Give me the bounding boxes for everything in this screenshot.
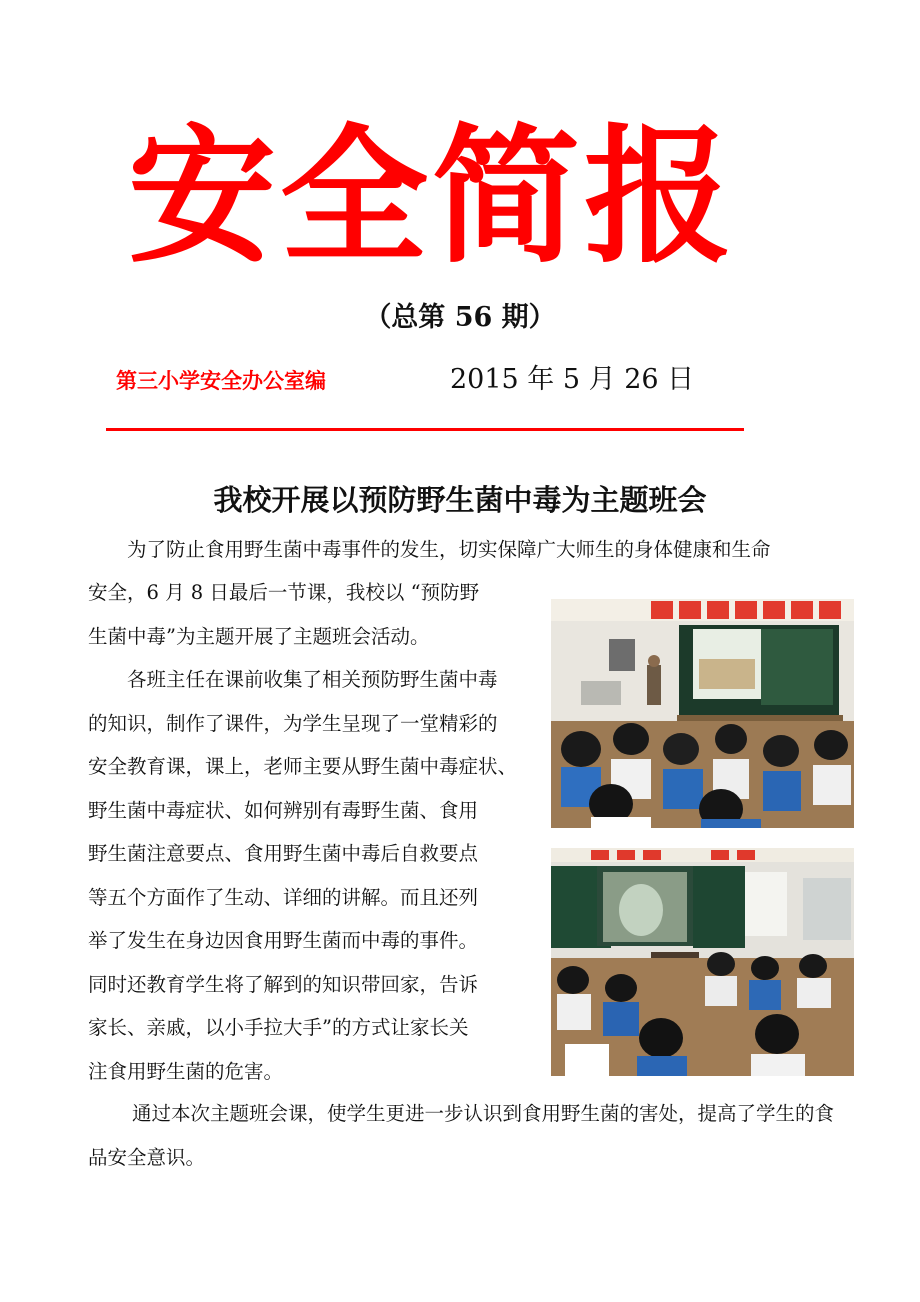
masthead-title: 安全简报 [128,111,736,283]
body-line: 同时还教育学生将了解到的知识带回家，告诉 [88,972,479,996]
body-line: 安全，6 月 8 日最后一节课，我校以 “预防野 [88,581,480,604]
article-paragraph-intro: 为了防止食用野生菌中毒事件的发生，切实保障广大师生的身体健康和生命 [127,538,771,561]
article-paragraph-closing: 通过本次主题班会课，使学生更进一步认识到食用野生菌的害处，提高了学生的食品安全意识。 [88,1102,835,1169]
body-line: 野生菌注意要点、食用野生菌中毒后自救要点 [88,842,479,865]
classroom-photo-1 [551,599,854,828]
publish-date: 2015 年 5 月 26 日 [450,364,695,395]
red-divider [106,428,744,431]
body-line: 安全教育课，课上，老师主要从野生菌中毒症状、 [88,755,518,778]
article-title: 我校开展以预防野生菌中毒为主题班会 [213,483,707,517]
body-line: 注食用野生菌的危害。 [88,1059,284,1083]
body-line: 的知识，制作了课件，为学生呈现了一堂精彩的 [88,711,498,735]
publisher: 第三小学安全办公室编 [116,369,326,393]
body-line: 等五个方面作了生动、详细的讲解。而且还列 [88,885,479,909]
body-line: 家长、亲戚，以小手拉大手”的方式让家长关 [88,1016,469,1039]
article-body [88,571,540,1093]
classroom-photo-2 [551,848,854,1076]
body-line: 生菌中毒”为主题开展了主题班会活动。 [88,624,430,648]
body-line: 举了发生在身边因食用野生菌而中毒的事件。 [88,929,479,952]
body-line: 各班主任在课前收集了相关预防野生菌中毒 [127,668,498,691]
issue-number: （总第 56 期） [364,302,556,333]
body-line: 野生菌中毒症状、如何辨别有毒野生菌、食用 [88,798,479,822]
